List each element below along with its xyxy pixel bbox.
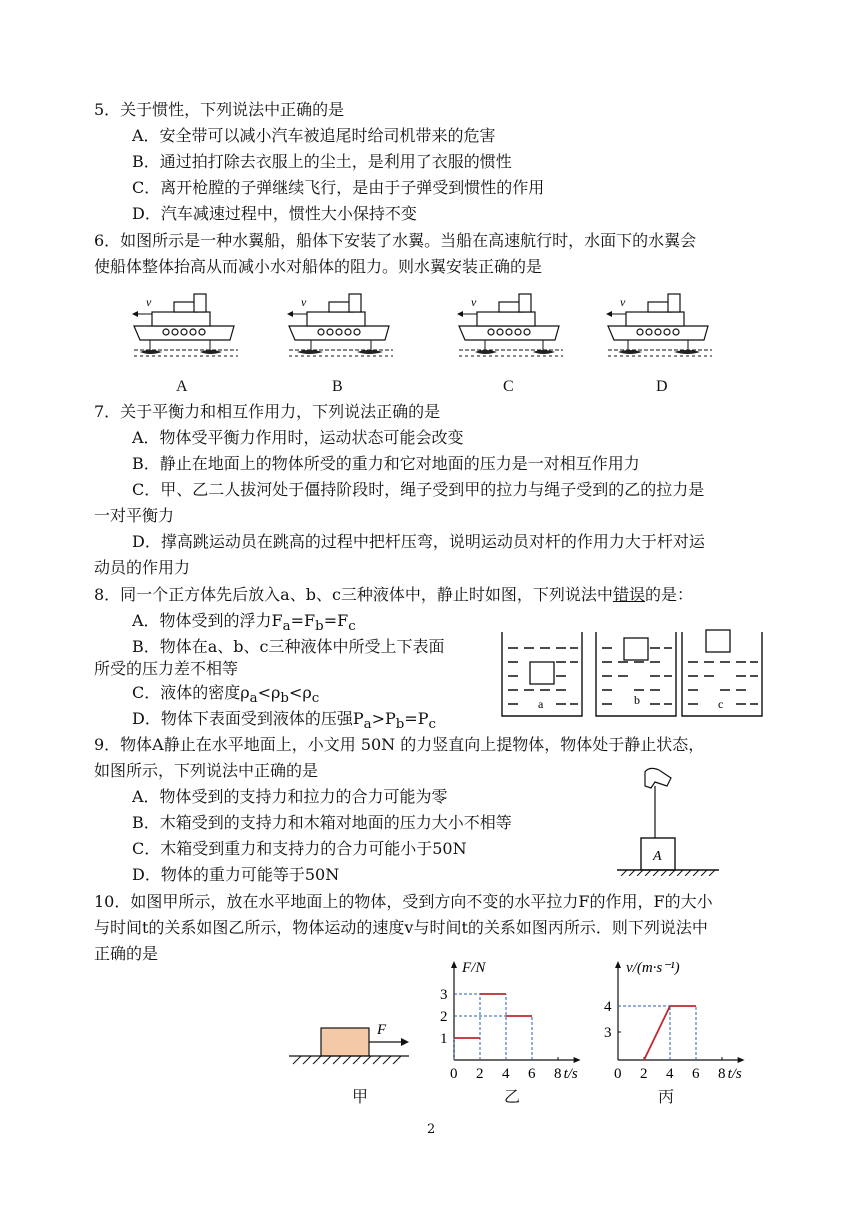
q7-option-d-line1: D．撑高跳运动员在跳高的过程中把杆压弯，说明运动员对杆的作用力大于杆对运 <box>132 532 705 551</box>
x-tick-label: 6 <box>692 1066 700 1082</box>
x-axis-arrow <box>574 1057 581 1063</box>
beaker-label-b: b <box>634 693 640 707</box>
q9-stem-line2: 如图所示，下列说法中正确的是 <box>94 761 319 780</box>
q8-stem: 8．同一个正方体先后放入a、b、c三种液体中，静止时如图，下列说法中错误的是： <box>94 585 693 604</box>
y-tick-label: 3 <box>440 987 448 1003</box>
option-label-d: D <box>656 378 668 395</box>
x-tick-label: 8 <box>554 1066 562 1082</box>
force-time-chart <box>438 956 588 1084</box>
option-label-b: B <box>332 378 343 395</box>
force-label: F <box>377 1022 387 1038</box>
page-number: 2 <box>427 1122 436 1137</box>
q8-option-a: A．物体受到的浮力$F_a=F_b=F_c$ <box>132 611 356 635</box>
q7-option-b: B．静止在地面上的物体所受的重力和它对地面的压力是一对相互作用力 <box>132 454 640 473</box>
q7-stem: 7．关于平衡力和相互作用力，下列说法正确的是 <box>94 402 441 421</box>
q8-option-b-line1: B．物体在a、b、c三种液体中所受上下表面 <box>132 637 445 656</box>
q9-option-b: B．木箱受到的支持力和木箱对地面的压力大小不相等 <box>132 813 512 832</box>
x-axis-arrow <box>738 1057 745 1063</box>
x-axis-label: t/s <box>727 1066 742 1082</box>
x-tick-label: 6 <box>528 1066 536 1082</box>
x-tick-label: 2 <box>640 1066 648 1082</box>
hydrofoil-figure-c <box>455 290 567 368</box>
q6-stem-line1: 6．如图所示是一种水翼船，船体下安装了水翼。当船在高速航行时，水面下的水翼会 <box>94 231 697 250</box>
y-tick-label: 2 <box>440 1009 448 1025</box>
q7-option-c-line2: 一对平衡力 <box>94 506 175 525</box>
beaker-label-c: c <box>718 697 724 711</box>
x-tick-label: 4 <box>666 1066 674 1082</box>
option-label-c: C <box>503 378 514 395</box>
y-tick-label: 3 <box>604 1025 612 1041</box>
velocity-v-c: v <box>471 295 477 309</box>
figure-label-yi: 乙 <box>504 1089 521 1106</box>
q7-option-d-line2: 动员的作用力 <box>94 558 191 577</box>
beakers-figure <box>500 628 770 720</box>
x-tick-label: 0 <box>614 1066 622 1082</box>
q9-stem-line1: 9．物体A静止在水平地面上，小文用 50N 的力竖直向上提物体，物体处于静止状态， <box>94 735 705 754</box>
q9-option-d: D．物体的重力可能等于50N <box>132 865 340 884</box>
q7-option-a: A．物体受平衡力作用时，运动状态可能会改变 <box>132 428 464 447</box>
block-force-figure <box>285 1010 415 1070</box>
q10-stem-line1: 10．如图甲所示，放在水平地面上的物体，受到方向不变的水平拉力F的作用，F的大小 <box>94 892 713 911</box>
x-tick-label: 8 <box>718 1066 726 1082</box>
hydrofoil-figure-a <box>130 290 242 368</box>
q8-option-c: C．液体的密度$\rho_a<\rho_b<\rho_c$ <box>132 683 320 707</box>
y-tick-label: 4 <box>604 999 612 1015</box>
hydrofoil-figure-b <box>285 290 397 368</box>
beaker-label-a: a <box>538 697 544 711</box>
q5-stem: 5．关于惯性，下列说法中正确的是 <box>94 100 345 119</box>
y-axis-arrow <box>451 961 457 968</box>
x-tick-label: 4 <box>502 1066 510 1082</box>
q7-option-c-line1: C．甲、乙二人拔河处于僵持阶段时，绳子受到甲的拉力与绳子受到的乙的拉力是 <box>132 480 705 499</box>
x-tick-label: 0 <box>450 1066 458 1082</box>
q5-option-c: C．离开枪膛的子弹继续飞行，是由于子弹受到惯性的作用 <box>132 178 545 197</box>
box-label: A <box>653 849 662 864</box>
x-axis-label: t/s <box>563 1066 578 1082</box>
y-axis-arrow <box>615 961 621 968</box>
velocity-v-b: v <box>301 295 307 309</box>
q9-option-c: C．木箱受到重力和支持力的合力可能小于50N <box>132 839 467 858</box>
q8-option-d: D．物体下表面受到液体的压强$P_a>P_b=P_c$ <box>132 709 436 733</box>
velocity-time-chart <box>594 956 754 1084</box>
y-axis-label: v/(m·s⁻¹) <box>626 960 680 976</box>
option-label-a: A <box>176 378 188 395</box>
q5-option-b: B．通过拍打除去衣服上的尘土，是利用了衣服的惯性 <box>132 152 512 171</box>
q8-stem-emphasis: 错误 <box>612 585 645 604</box>
y-tick-label: 1 <box>440 1031 448 1047</box>
hydrofoil-figure-d <box>604 290 716 368</box>
q5-option-d: D．汽车减速过程中，惯性大小保持不变 <box>132 204 417 223</box>
q10-stem-line2: 与时间t的关系如图乙所示，物体运动的速度v与时间t的关系如图丙所示．则下列说法中 <box>94 918 708 937</box>
q10-stem-line3: 正确的是 <box>94 944 159 963</box>
velocity-v-d: v <box>620 295 626 309</box>
lifting-box-figure <box>615 764 725 876</box>
q6-stem-line2: 使船体整体抬高从而减小水对船体的阻力。则水翼安装正确的是 <box>94 257 543 276</box>
figure-label-bing: 丙 <box>658 1089 675 1106</box>
velocity-v-a: v <box>146 295 152 309</box>
y-axis-label: F/N <box>462 960 486 976</box>
figure-label-jia: 甲 <box>352 1089 369 1106</box>
q5-option-a: A．安全带可以减小汽车被追尾时给司机带来的危害 <box>132 126 496 145</box>
q9-option-a: A．物体受到的支持力和拉力的合力可能为零 <box>132 787 448 806</box>
x-tick-label: 2 <box>476 1066 484 1082</box>
q8-option-b-line2: 所受的压力差不相等 <box>94 659 239 678</box>
